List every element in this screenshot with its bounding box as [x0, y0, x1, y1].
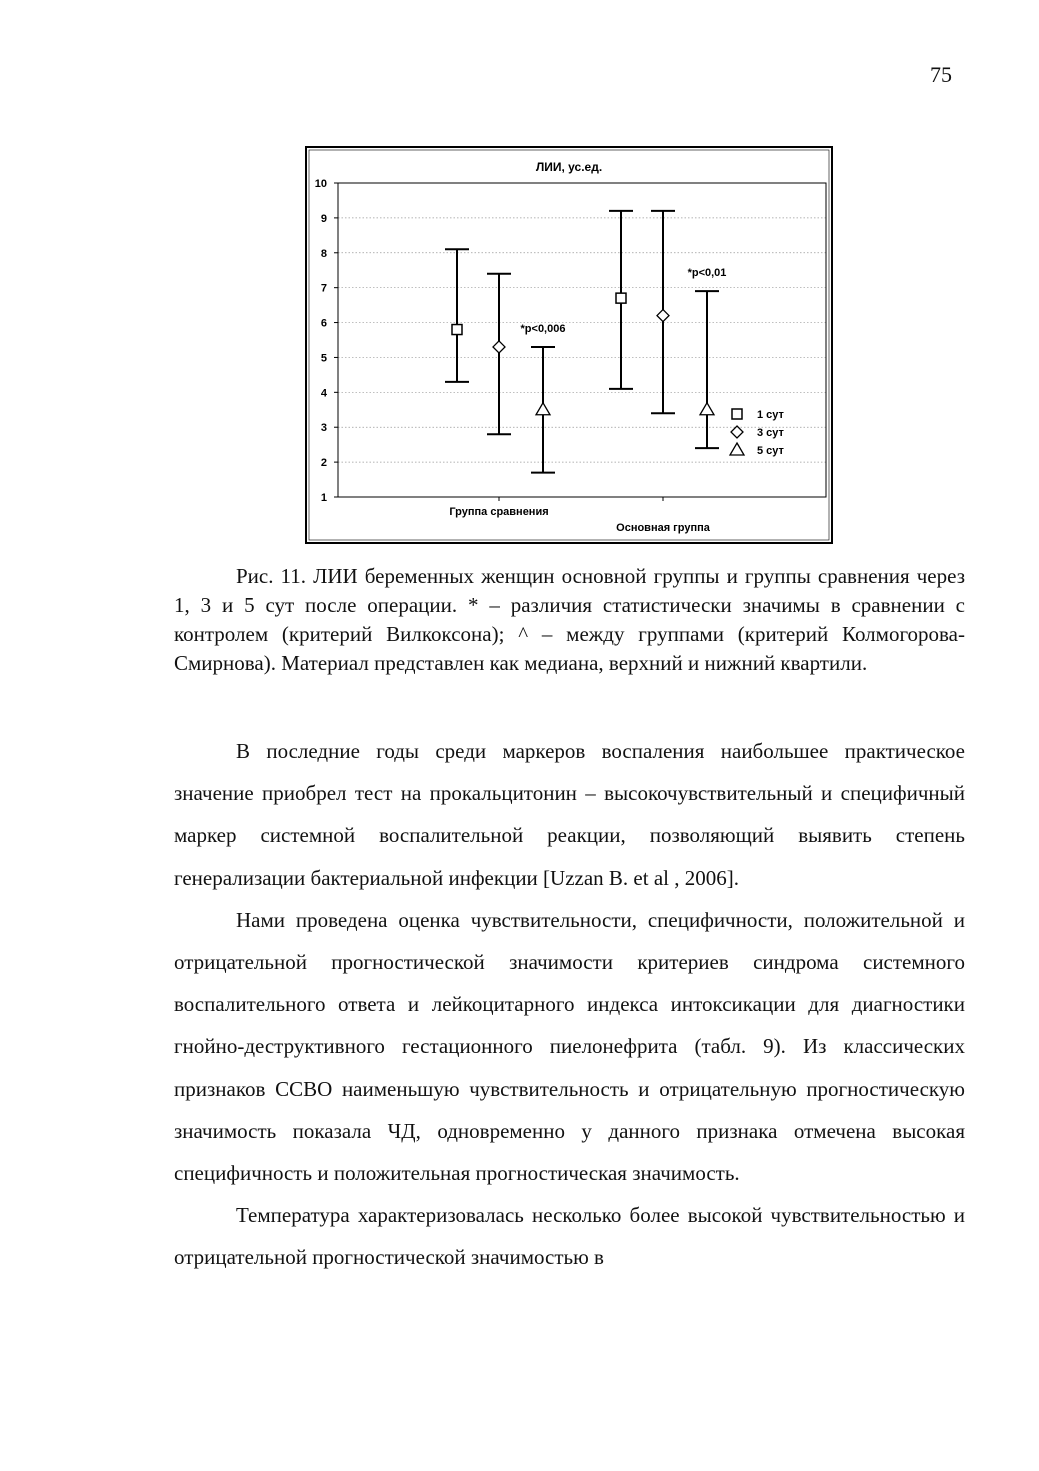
- y-tick-label: 10: [314, 178, 327, 190]
- x-tick-label: Основная группа: [616, 522, 710, 534]
- legend-label: 1 сут: [757, 409, 784, 421]
- y-tick-label: 1: [320, 492, 327, 504]
- x-tick-label: Группа сравнения: [449, 506, 549, 518]
- y-tick-label: 9: [320, 212, 327, 225]
- legend-marker: [732, 409, 742, 419]
- y-tick-label: 6: [320, 317, 327, 330]
- y-tick-label: 5: [320, 352, 327, 365]
- body-text: [174, 730, 965, 1279]
- paragraph-2: Нами проведена оценка чувствительности, специфичности, положительной и отрицательной прогностической значимости критериев синдрома системного воспалительного ответа и лейкоцитарного индекса интоксикации для диагностики гнойно-деструктивного гестационного пиелонефрита (табл. 9). Из классических признаков ССВО наименьшую чувствительность и отрицательную прогностическую значимость показала ЧД, одновременно у данного признака отмечена высокая специфичность и положительная прогностическая значимость.: [174, 907, 965, 1186]
- y-tick-label: 4: [320, 387, 327, 400]
- paragraph-3: Температура характеризовалась несколько более высокой чувствительностью и отрицательной прогностической значимостью в: [174, 1203, 965, 1270]
- legend-label: 3 сут: [757, 427, 784, 439]
- annotation: *p<0,006: [520, 322, 566, 335]
- figure-chart: [305, 146, 833, 544]
- y-tick-label: 3: [320, 422, 327, 435]
- data-point: [452, 325, 462, 335]
- figure-caption-text: Рис. 11. ЛИИ беременных женщин основной группы и группы сравнения через 1, 3 и 5 сут после операции. * – различия статистически значимы в сравнении с контролем (критерий Вилкоксона); ^ – между группами (критерий Колмогорова-Смирнова). Материал представлен как медиана, верхний и нижний квартили.: [174, 564, 965, 675]
- chart-title: ЛИИ, ус.ед.: [535, 160, 603, 174]
- y-tick-label: 8: [320, 247, 327, 260]
- page-number: 75: [930, 62, 952, 87]
- data-point: [616, 293, 626, 303]
- legend-label: 5 сут: [757, 445, 784, 457]
- figure-caption: [174, 562, 965, 678]
- annotation: *p<0,01: [687, 267, 727, 280]
- y-tick-label: 7: [320, 282, 327, 295]
- chart-frame: [306, 147, 832, 543]
- chart-svg: [305, 146, 833, 544]
- y-tick-label: 2: [320, 457, 327, 470]
- paragraph-1: В последние годы среди маркеров воспаления наибольшее практическое значение приобрел тест на прокальцитонин – высокочувствительный и специфичный маркер системной воспалительной реакции, позволяющий выявить степень генерализации бактериальной инфекции [Uzzan B. et al , 2006].: [174, 739, 965, 890]
